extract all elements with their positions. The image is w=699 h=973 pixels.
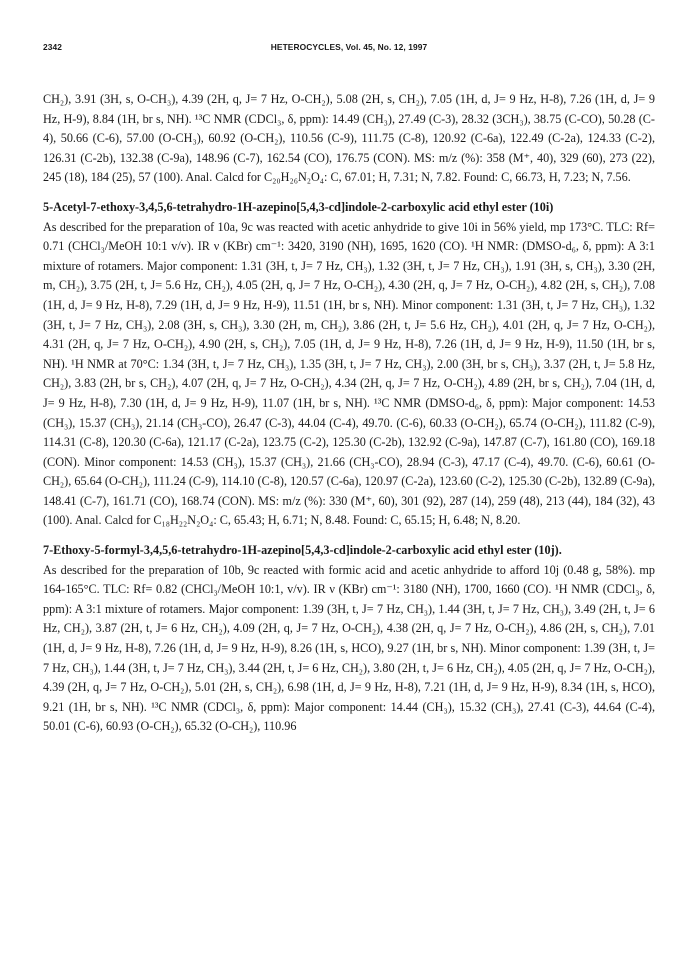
- compound-heading: 7-Ethoxy-5-formyl-3,4,5,6-tetrahydro-1H-azepino[5,4,3-cd]indole-2-carboxylic acid ethyl ester (10j).: [43, 543, 562, 558]
- article-body: [43, 90, 655, 737]
- paragraph-compound-10i: [43, 198, 655, 531]
- journal-citation: HETEROCYCLES, Vol. 45, No. 12, 1997: [270, 42, 428, 52]
- page-number: 2342: [43, 42, 63, 52]
- paragraph-text: As described for the preparation of 10b, 9c reacted with formic acid and acetic anhydride to afford 10j (0.48 g, 58%). mp 164-165°C. TLC: Rf= 0.82 (CHCl₃/MeOH 10:1, v/v). IR ν (KBr) cm⁻¹: 3180 (NH), 1700, 1660 (CO). ¹H NMR (CDCl₃, δ, ppm): A 3:1 mixture of rotamers. Major component: 1.39 (3H, t, J= 7 Hz, CH₃), 1.44 (3H, t, J= 7 Hz, CH₃), 3.49 (2H, t, J= 6 Hz, CH₂), 3.87 (2H, t, J= 6 Hz, CH₂), 4.09 (2H, q, J= 7 Hz, O-CH₂), 4.38 (2H, q, J= 7 Hz, O-CH₂), 4.86 (2H, s, CH₂), 7.01 (1H, d, J= 9 Hz, H-8), 7.26 (1H, d, J= 9 Hz, H-9), 8.26 (1H, s, HCO), 9.27 (1H, br s, NH). Minor component: 1.39 (3H, t, J= 7 Hz, CH₃), 1.44 (3H, t, J= 7 Hz, CH₃), 3.44 (2H, t, J= 6 Hz, CH₂), 3.80 (2H, t, J= 6 Hz, CH₂), 4.05 (2H, q, J= 7 Hz, O-CH₂), 4.39 (2H, q, J= 7 Hz, O-CH₂), 5.01 (2H, s, CH₂), 6.98 (1H, d, J= 9 Hz, H-8), 7.21 (1H, d, J= 9 Hz, H-9), 8.34 (1H, s, HCO), 9.21 (1H, br s, NH). ¹³C NMR (CDCl₃, δ, ppm): Major component: 14.44 (CH₃), 15.32 (CH₃), 27.41 (C-3), 44.64 (C-4), 50.01 (C-6), 60.93 (O-CH₂), 65.32 (O-CH₂), 110.96: [43, 562, 655, 734]
- paragraph-text: CH₂), 3.91 (3H, s, O-CH₃), 4.39 (2H, q, J= 7 Hz, O-CH₂), 5.08 (2H, s, CH₂), 7.05 (1H, d, J= 9 Hz, H-8), 7.26 (1H, d, J= 9 Hz, H-9), 8.84 (1H, br s, NH). ¹³C NMR (CDCl₃, δ, ppm): 14.49 (CH₃), 27.49 (C-3), 28.32 (3CH₃), 38.75 (C-CO), 50.28 (C-4), 50.66 (C-6), 57.00 (O-CH₃), 60.92 (O-CH₂), 110.56 (C-9), 111.75 (C-8), 120.92 (C-6a), 122.49 (C-2a), 124.33 (C-2), 126.31 (C-2b), 132.38 (C-9a), 148.96 (C-7), 162.54 (CO), 176.75 (CON). MS: m/z (%): 358 (M⁺, 40), 329 (60), 273 (22), 245 (18), 184 (25), 57 (100). Anal. Calcd for C₂₀H₂₆N₂O₄: C, 67.01; H, 7.31; N, 7.82. Found: C, 66.73, H, 7.23; N, 7.56.: [43, 92, 655, 185]
- paragraph-continuation: [43, 90, 655, 188]
- running-head: [43, 42, 655, 56]
- paragraph-text: As described for the preparation of 10a, 9c was reacted with acetic anhydride to give 10i in 56% yield, mp 173°C. TLC: Rf= 0.71 (CHCl₃/MeOH 10:1 v/v). IR ν (KBr) cm⁻¹: 3420, 3190 (NH), 1695, 1620 (CO). ¹H NMR: (DMSO-d₆, δ, ppm): A 3:1 mixture of rotamers. Major component: 1.31 (3H, t, J= 7 Hz, CH₃), 1.32 (3H, t, J= 7 Hz, CH₃), 1.91 (3H, s, CH₃), 3.30 (2H, m, CH₂), 3.75 (2H, t, J= 5.6 Hz, CH₂), 4.05 (2H, q, J= 7 Hz, O-CH₂), 4.30 (2H, q, J= 7 Hz, O-CH₂), 4.82 (2H, s, CH₂), 7.08 (1H, d, J= 9 Hz, H-8), 7.29 (1H, d, J= 9 Hz, H-9), 11.51 (1H, br s, NH). Minor component: 1.31 (3H, t, J= 7 Hz, CH₃), 1.32 (3H, t, J= 7 Hz, CH₃), 2.08 (3H, s, CH₃), 3.30 (2H, m, CH₂), 3.86 (2H, t, J= 5.6 Hz, CH₂), 4.01 (2H, q, J= 7 Hz, O-CH₂), 4.31 (2H, q, J= 7 Hz, O-CH₂), 4.90 (2H, s, CH₂), 7.05 (1H, d, J= 9 Hz, H-8), 7.26 (1H, d, J= 9 Hz, H-9), 11.50 (1H, br s, NH). ¹H NMR at 70°C: 1.34 (3H, t, J= 7 Hz, CH₃), 1.35 (3H, t, J= 7 Hz, CH₃), 2.00 (3H, br s, CH₃), 3.37 (2H, t, J= 5.8 Hz, CH₂), 3.83 (2H, br s, CH₂), 4.07 (2H, q, J= 7 Hz, O-CH₂), 4.34 (2H, q, J= 7 Hz, O-CH₂), 4.89 (2H, br s, CH₂), 7.04 (1H, d, J= 9 Hz, H-8), 7.30 (1H, d, J= 9 Hz, H-9), 11.07 (1H, br s, NH). ¹³C NMR (DMSO-d₆, δ, ppm): Major component: 14.53 (CH₃), 15.37 (CH₃), 21.14 (CH₃-CO), 26.47 (C-3), 44.04 (C-4), 49.70. (C-6), 60.33 (O-CH₂), 65.74 (O-CH₂), 111.82 (C-9), 114.31 (C-8), 120.30 (C-6a), 121.17 (C-2a), 123.75 (C-2), 125.30 (C-2b), 132.92 (C-9a), 147.87 (C-7), 161.80 (CO), 169.18 (CON). Minor component: 14.53 (CH₃), 15.37 (CH₃), 21.66 (CH₃-CO), 28.94 (C-3), 47.17 (C-4), 49.70. (C-6), 60.61 (O-CH₂), 65.64 (O-CH₂), 111.24 (C-9), 114.10 (C-8), 120.57 (C-6a), 120.97 (C-2a), 123.60 (C-2), 125.30 (C-2b), 132.89 (C-9a), 148.41 (C-7), 161.71 (CO), 168.74 (CON). MS: m/z (%): 330 (M⁺, 60), 301 (92), 287 (14), 259 (48), 213 (44), 184 (32), 43 (100). Anal. Calcd for C₁₈H₂₂N₂O₄: C, 65.43; H, 6.71; N, 8.48. Found: C, 65.15; H, 6.48; N, 8.20.: [43, 219, 655, 528]
- paragraph-compound-10j: [43, 541, 655, 737]
- compound-heading: 5-Acetyl-7-ethoxy-3,4,5,6-tetrahydro-1H-azepino[5,4,3-cd]indole-2-carboxylic acid ethyl ester (10i): [43, 199, 554, 214]
